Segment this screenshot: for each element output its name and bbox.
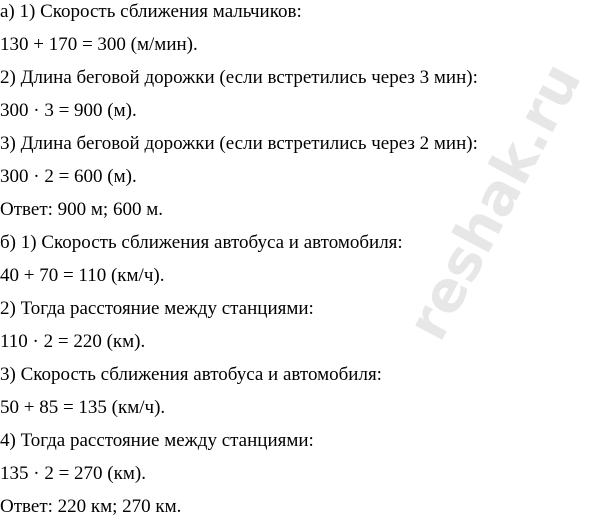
line-a-answer: Ответ: 900 м; 600 м. bbox=[0, 199, 163, 220]
line-a-track-2min: 3) Длина беговой дорожки (если встретились через 2 мин): bbox=[0, 133, 478, 154]
line-a-track-3min-calc: 300 · 3 = 900 (м). bbox=[0, 100, 137, 121]
line-a-heading: а) 1) Скорость сближения мальчиков: bbox=[0, 1, 302, 22]
line-b-heading: б) 1) Скорость сближения автобуса и автомобиля: bbox=[0, 232, 403, 253]
line-b-answer: Ответ: 220 км; 270 км. bbox=[0, 496, 182, 517]
line-b-speed-2: 3) Скорость сближения автобуса и автомобиля: bbox=[0, 364, 382, 385]
line-b-distance-1: 2) Тогда расстояние между станциями: bbox=[0, 298, 314, 319]
line-b-speed-calc-2: 50 + 85 = 135 (км/ч). bbox=[0, 397, 166, 418]
watermark: reshak.ru bbox=[395, 52, 594, 351]
line-b-speed-calc-1: 40 + 70 = 110 (км/ч). bbox=[0, 265, 165, 286]
line-a-speed-calc: 130 + 170 = 300 (м/мин). bbox=[0, 34, 198, 55]
line-b-distance-calc-1: 110 · 2 = 220 (км). bbox=[0, 331, 146, 352]
line-b-distance-2: 4) Тогда расстояние между станциями: bbox=[0, 430, 314, 451]
line-a-track-2min-calc: 300 · 2 = 600 (м). bbox=[0, 166, 137, 187]
line-a-track-3min: 2) Длина беговой дорожки (если встретились через 3 мин): bbox=[0, 67, 478, 88]
line-b-distance-calc-2: 135 · 2 = 270 (км). bbox=[0, 463, 146, 484]
